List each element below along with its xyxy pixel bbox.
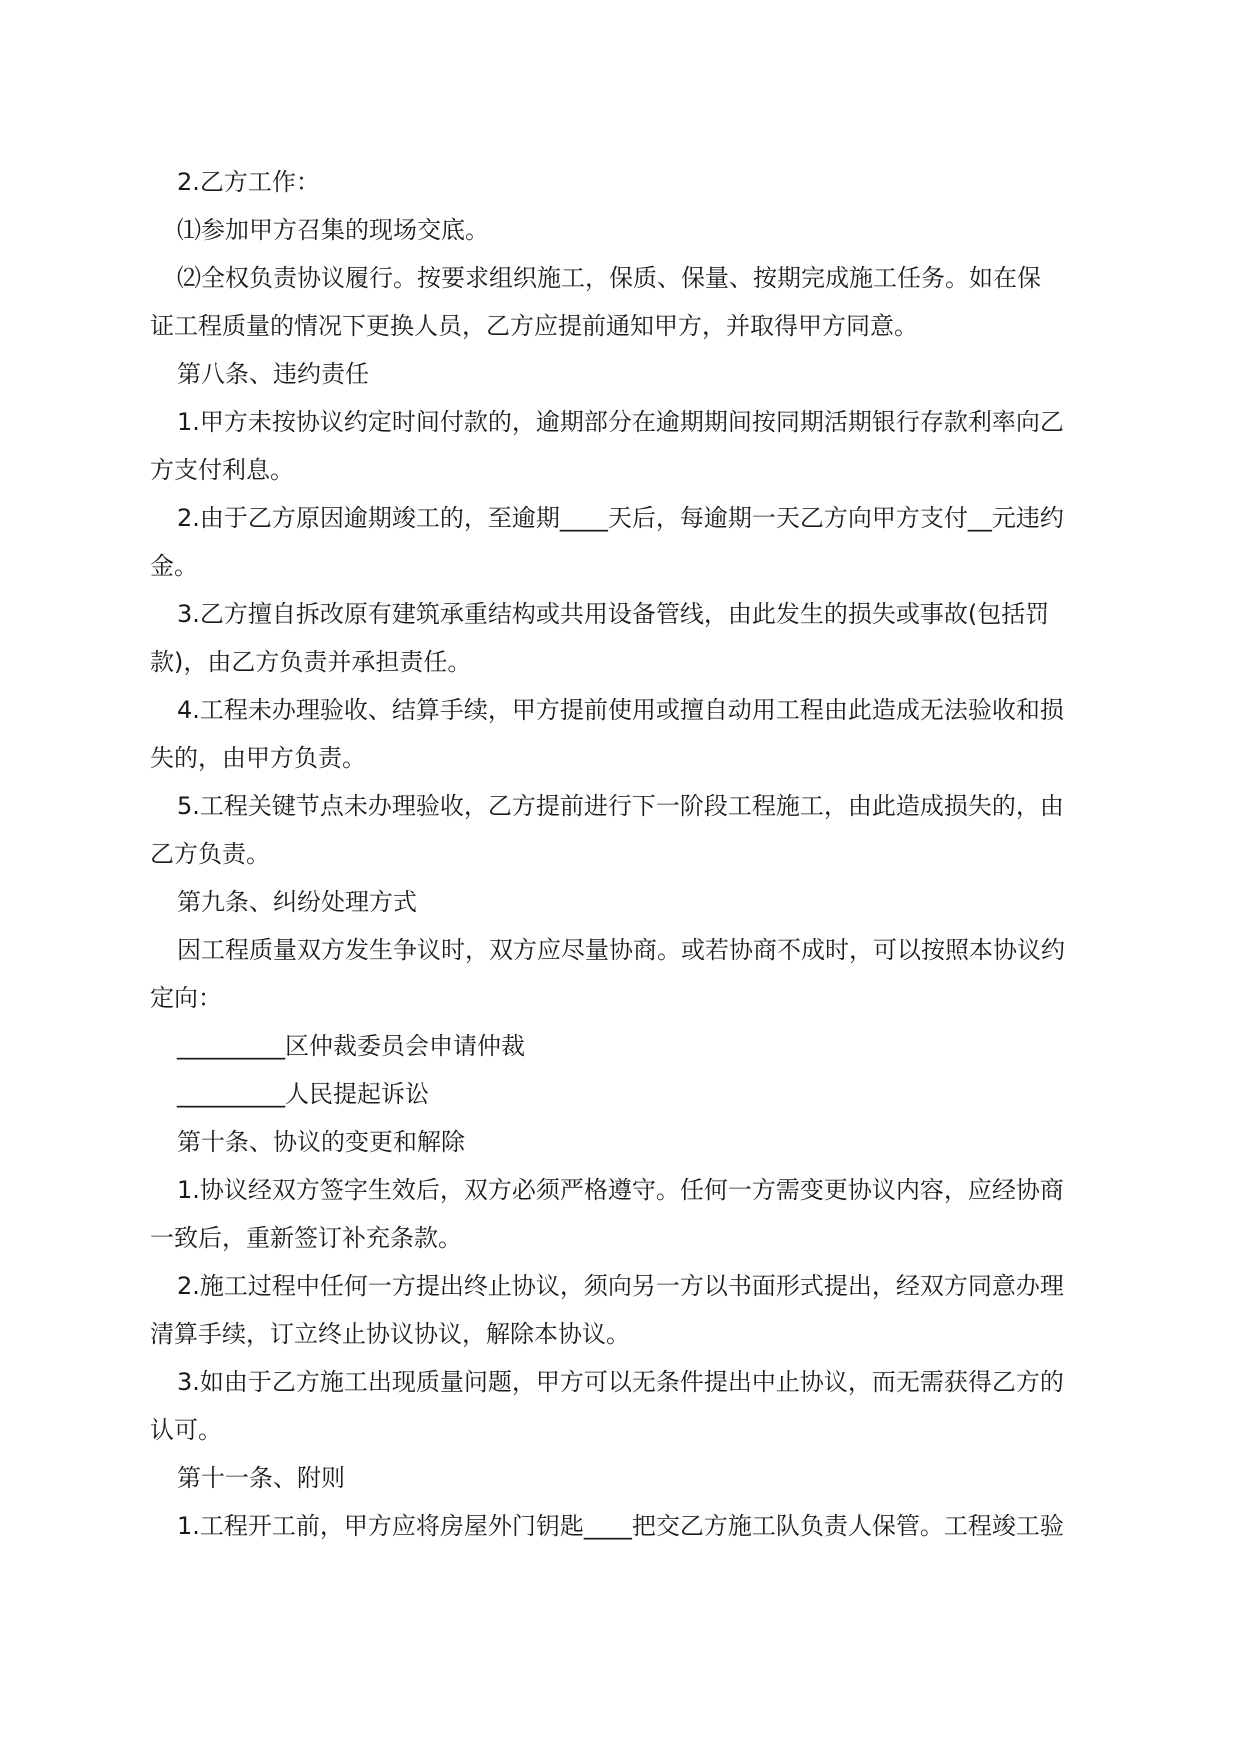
text-line: _________人民提起诉讼: [177, 1080, 429, 1108]
document-body: [150, 158, 1098, 1550]
text-line: 因工程质量双方发生争议时，双方应尽量协商。或若协商不成时，可以按照本协议约: [177, 936, 1065, 964]
text-line: 2.由于乙方原因逾期竣工的，至逾期____天后，每逾期一天乙方向甲方支付__元违约: [177, 504, 1064, 532]
text-line: 乙方负责。: [150, 840, 270, 868]
text-line: 3.如由于乙方施工出现质量问题，甲方可以无条件提出中止协议，而无需获得乙方的: [177, 1368, 1064, 1396]
text-line: 1.工程开工前，甲方应将房屋外门钥匙____把交乙方施工队负责人保管。工程竣工验: [177, 1512, 1064, 1540]
text-line: 第十一条、附则: [177, 1464, 345, 1492]
text-line: 证工程质量的情况下更换人员，乙方应提前通知甲方，并取得甲方同意。: [150, 312, 918, 340]
text-line: 金。: [150, 552, 198, 580]
text-line: 3.乙方擅自拆改原有建筑承重结构或共用设备管线，由此发生的损失或事故(包括罚: [177, 600, 1050, 628]
text-line: 4.工程未办理验收、结算手续，甲方提前使用或擅自动用工程由此造成无法验收和损: [177, 696, 1064, 724]
text-line: 第八条、违约责任: [177, 360, 369, 388]
text-line: 一致后，重新签订补充条款。: [150, 1224, 462, 1252]
text-line: 1.甲方未按协议约定时间付款的，逾期部分在逾期期间按同期活期银行存款利率向乙: [177, 408, 1064, 436]
text-line: _________区仲裁委员会申请仲裁: [177, 1032, 525, 1060]
text-line: 第九条、纠纷处理方式: [177, 888, 417, 916]
text-line: 方支付利息。: [150, 456, 294, 484]
text-line: 2.乙方工作：: [177, 168, 320, 196]
text-line: ⑴参加甲方召集的现场交底。: [177, 216, 489, 244]
text-line: 5.工程关键节点未办理验收，乙方提前进行下一阶段工程施工，由此造成损失的，由: [177, 792, 1064, 820]
text-line: 认可。: [150, 1416, 222, 1444]
text-line: 定向：: [150, 984, 222, 1012]
text-line: ⑵全权负责协议履行。按要求组织施工，保质、保量、按期完成施工任务。如在保: [177, 264, 1041, 292]
text-line: 第十条、协议的变更和解除: [177, 1128, 465, 1156]
text-line: 1.协议经双方签字生效后，双方必须严格遵守。任何一方需变更协议内容，应经协商: [177, 1176, 1064, 1204]
text-line: 失的，由甲方负责。: [150, 744, 366, 772]
text-line: 2.施工过程中任何一方提出终止协议，须向另一方以书面形式提出，经双方同意办理: [177, 1272, 1064, 1300]
text-line: 清算手续，订立终止协议协议，解除本协议。: [150, 1320, 630, 1348]
text-line: 款)，由乙方负责并承担责任。: [150, 648, 472, 676]
